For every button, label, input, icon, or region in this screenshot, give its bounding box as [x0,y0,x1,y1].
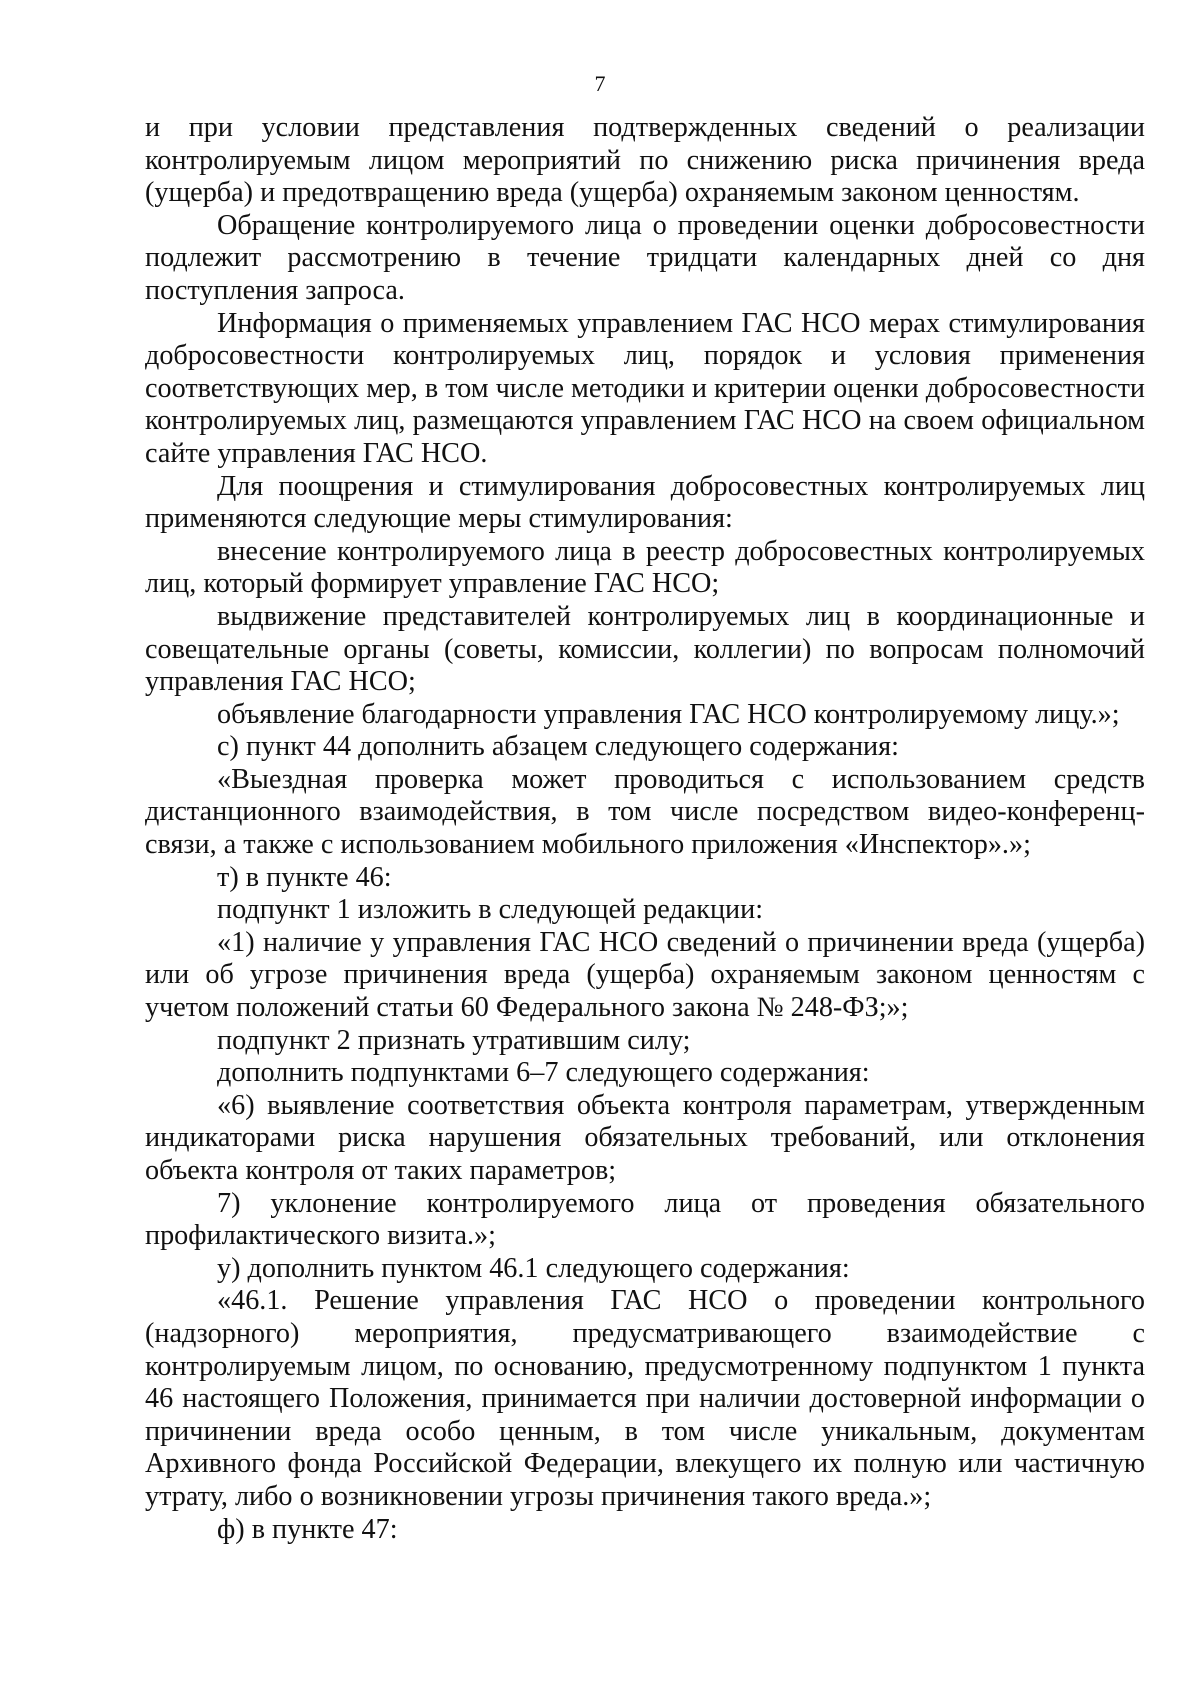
page-number: 7 [594,71,606,96]
paragraph-incentive-information: Информация о применяемых управлением ГАС НСО мерах стимулирования добросовестности контролируемых лиц, порядок и условия применения соответствующих мер, в том числе методики и критерии оценки добросовестности контролируемых лиц, размещаются управлением ГАС НСО на своем официальном сайте управления ГАС НСО. [145,307,1145,469]
paragraph-onsite-inspection: «Выездная проверка может проводиться с использованием средств дистанционного взаимодействия, в том числе посредством видео-конференц-связи, а также с использованием мобильного приложения «Инспектор».»; [145,763,1145,861]
paragraph-item-t: т) в пункте 46: [217,861,392,893]
paragraph-subitem-1-text: «1) наличие у управления ГАС НСО сведений о причинении вреда (ущерба) или об угрозе причинения вреда (ущерба) охраняемым законом ценностям с учетом положений статьи 60 Федерального закона № 248-ФЗ;»; [145,926,1145,1024]
document-body [145,112,1145,1546]
paragraph-item-s: с) пункт 44 дополнить абзацем следующего содержания: [217,731,899,763]
paragraph-measure-gratitude: объявление благодарности управления ГАС НСО контролируемому лицу.»; [217,698,1120,730]
paragraph-subitem-6-text: «6) выявление соответствия объекта контроля параметрам, утвержденным индикаторами риска нарушения обязательных требований, или отклонения объекта контроля от таких параметров; [145,1089,1145,1186]
paragraph-incentive-measures-intro: Для поощрения и стимулирования добросовестных контролируемых лиц применяются следующие меры стимулирования: [145,470,1145,535]
paragraph-measure-registry: внесение контролируемого лица в реестр добросовестных контролируемых лиц, который формирует управление ГАС НСО; [145,535,1145,600]
paragraph-subitems-6-7-intro: дополнить подпунктами 6–7 следующего содержания: [217,1057,870,1089]
paragraph-measure-nomination: выдвижение представителей контролируемых лиц в координационные и совещательные органы (советы, комиссии, коллегии) по вопросам полномочий управления ГАС НСО; [145,600,1145,698]
paragraph-subitem-2-repeal: подпункт 2 признать утратившим силу; [217,1024,691,1056]
paragraph-assessment-request: Обращение контролируемого лица о проведении оценки добросовестности подлежит рассмотрению в течение тридцати календарных дней со дня поступления запроса. [145,209,1145,306]
paragraph-subitem-7-text: 7) уклонение контролируемого лица от проведения обязательного профилактического визита.»; [145,1187,1145,1252]
paragraph-subitem-1-edit: подпункт 1 изложить в следующей редакции: [217,894,764,926]
paragraph-item-46-1-text: «46.1. Решение управления ГАС НСО о проведении контрольного (надзорного) мероприятия, предусматривающего взаимодействие с контролируемым лицом, по основанию, предусмотренному подпунктом 1 пункта 46 настоящего Положения, принимается при наличии достоверной информации о причинении вреда особо ценным, в том числе уникальным, документам Архивного фонда Российской Федерации, влекущего их полную или частичную утрату, либо о возникновении угрозы причинения такого вреда.»; [145,1285,1145,1512]
paragraph-item-u: у) дополнить пунктом 46.1 следующего содержания: [217,1252,850,1284]
paragraph-continuation-reliability-conditions: и при условии представления подтвержденных сведений о реализации контролируемым лицом мероприятий по снижению риска причинения вреда (ущерба) и предотвращению вреда (ущерба) охраняемым законом ценностям. [145,112,1145,209]
paragraph-item-f: ф) в пункте 47: [217,1513,398,1545]
